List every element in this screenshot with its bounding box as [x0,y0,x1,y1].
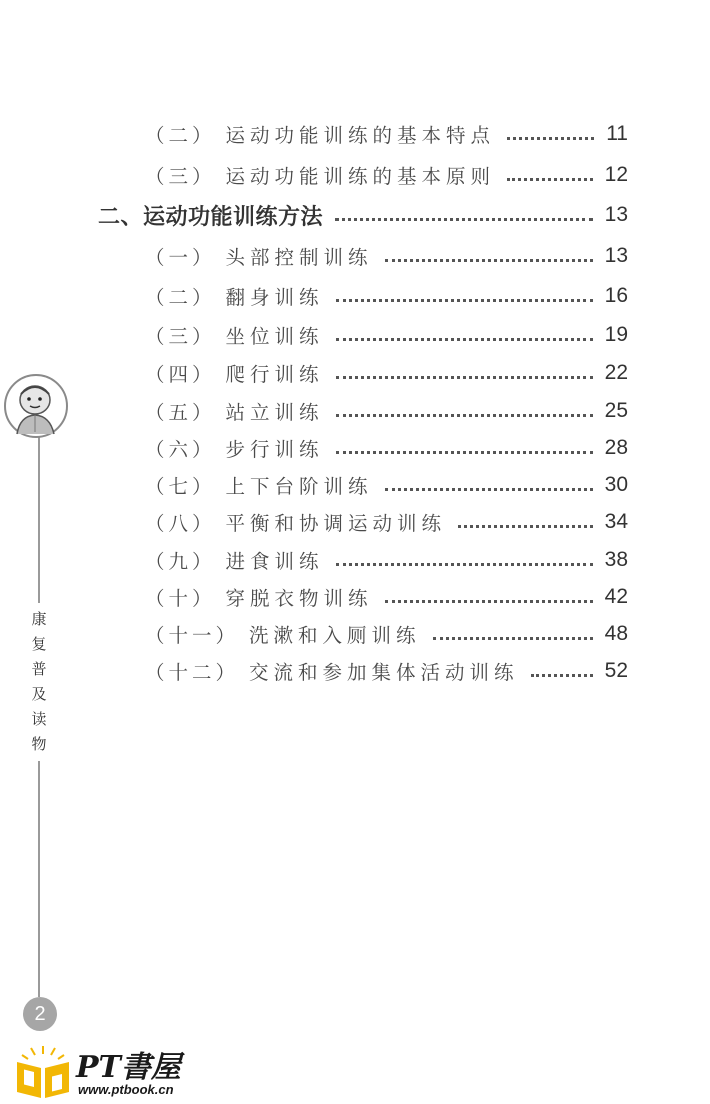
toc-leader-dots [336,414,593,417]
toc-entry-number: （八） [145,512,216,535]
toc-entry-number: （二） [145,286,216,309]
page-number-badge [23,997,57,1031]
toc-entry-number: （三） [145,325,216,348]
toc-leader-dots [385,600,593,603]
toc-entry-title: 运动功能训练的基本特点 [225,124,496,147]
toc-entry[interactable] [145,582,628,612]
toc-entry-page: 30 [604,473,628,496]
toc-entry-title: 坐位训练 [225,325,324,348]
toc-entry[interactable] [145,320,628,350]
series-title-char: 及 [31,685,47,703]
toc-entry-title: 穿脱衣物训练 [225,587,373,610]
toc-entry-title: 上下台阶训练 [225,475,373,498]
watermark-logo [14,1040,199,1102]
toc-entry-title: 步行训练 [225,438,324,461]
toc-leader-dots [335,218,593,221]
toc-entry[interactable] [145,545,628,575]
toc-entry-title: 翻身训练 [225,286,324,309]
toc-entry[interactable] [145,281,628,311]
toc-entry-page: 28 [604,436,628,459]
toc-entry-title: 平衡和协调运动训练 [225,512,447,535]
toc-leader-dots [507,137,594,140]
toc-leader-dots [507,178,593,181]
toc-entry-number: （二） [145,124,216,147]
toc-leader-dots [531,674,593,677]
toc-leader-dots [336,299,593,302]
toc-entry[interactable] [145,470,628,500]
toc-entry-number: （十二） [145,661,240,684]
toc-entry-page: 16 [604,284,628,307]
toc-entry-page: 25 [604,399,628,422]
toc-section-title: 二、运动功能训练方法 [98,204,324,230]
toc-entry[interactable] [145,241,628,271]
toc-entry[interactable] [145,358,628,388]
toc-entry[interactable] [145,433,628,463]
toc-entry-title: 交流和参加集体活动训练 [249,661,519,684]
toc-entry-page: 22 [604,361,628,384]
toc-entry[interactable] [145,160,628,190]
series-title-char: 读 [31,710,47,728]
toc-entry-number: （十一） [145,624,240,647]
series-title-char: 普 [31,660,47,678]
toc-entry-page: 13 [604,244,628,267]
toc-leader-dots [458,525,593,528]
toc-entry-number: （四） [145,363,216,386]
toc-entry-page: 38 [604,548,628,571]
toc-leader-dots [336,338,593,341]
toc-entry-title: 进食训练 [225,550,324,573]
books-logo-icon [14,1042,72,1100]
toc-entry-title: 爬行训练 [225,363,324,386]
toc-entry-page: 42 [604,585,628,608]
page-number: 2 [34,1002,46,1025]
toc-entry[interactable] [145,119,628,149]
toc-leader-dots [336,376,593,379]
toc-entry-number: （十） [145,587,216,610]
toc-entry-number: （九） [145,550,216,573]
toc-leader-dots [336,563,593,566]
toc-leader-dots [433,637,593,640]
toc-entry-page: 52 [604,659,628,682]
toc-entry-title: 运动功能训练的基本原则 [225,165,496,188]
series-title-char: 康 [31,610,47,628]
toc-leader-dots [385,259,593,262]
toc-leader-dots [385,488,593,491]
toc-entry-page: 12 [604,163,628,186]
toc-entry-number: （六） [145,438,216,461]
toc-entry[interactable] [145,619,628,649]
toc-section-heading[interactable] [98,200,628,230]
toc-entry[interactable] [145,396,628,426]
toc-entry-page: 11 [606,122,628,145]
toc-entry[interactable] [145,656,628,686]
toc-entry-title: 洗漱和入厕训练 [249,624,421,647]
toc-entry-page: 13 [604,203,628,226]
series-title [28,603,50,761]
toc-entry-page: 48 [604,622,628,645]
series-title-char: 复 [31,635,47,653]
toc-entry-number: （三） [145,165,216,188]
mascot-icon [2,372,72,442]
toc-entry-page: 19 [604,323,628,346]
watermark-name: PT書屋 [76,1050,181,1085]
toc-entry-number: （五） [145,401,216,424]
watermark-url: www.ptbook.cn [78,1082,174,1097]
toc-entry-number: （一） [145,246,216,269]
toc-entry-title: 站立训练 [225,401,324,424]
series-title-char: 物 [31,735,47,753]
toc-leader-dots [336,451,593,454]
toc-entry[interactable] [145,507,628,537]
toc-entry-title: 头部控制训练 [225,246,373,269]
toc-entry-page: 34 [604,510,628,533]
toc-entry-number: （七） [145,475,216,498]
